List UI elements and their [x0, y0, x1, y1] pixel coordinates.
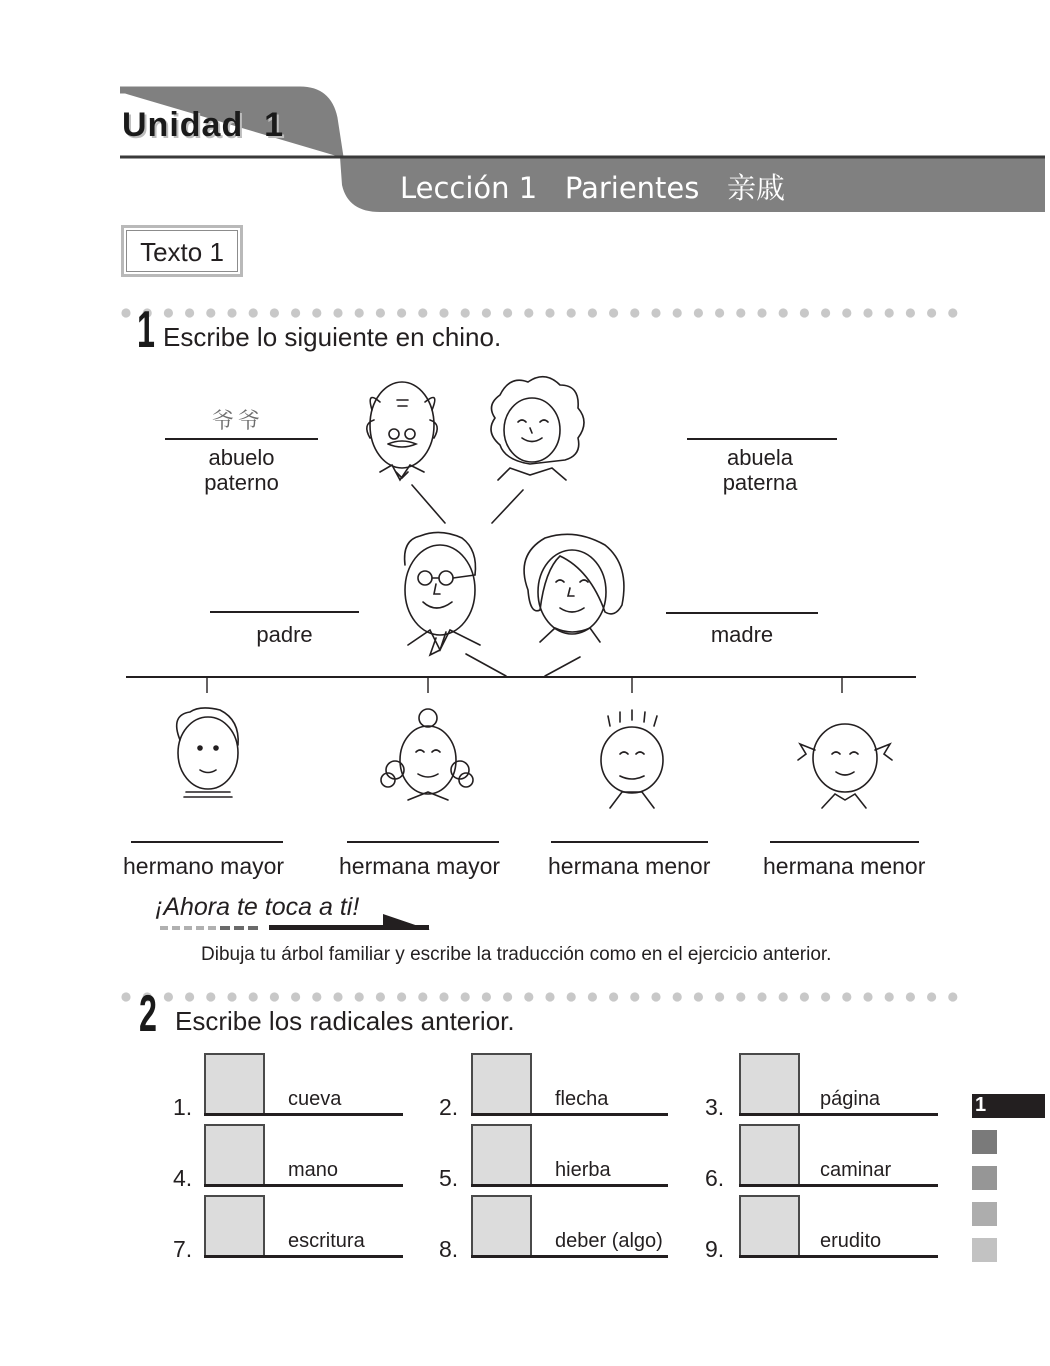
unit-title: Unidad 1	[122, 106, 285, 144]
label-child-3: hermana menor	[548, 853, 711, 879]
child-2-drawing	[381, 709, 473, 800]
divider-dot	[397, 308, 406, 317]
divider-dot	[164, 308, 173, 317]
blank-madre[interactable]	[666, 612, 818, 614]
item-number: 9.	[705, 1236, 725, 1262]
label-child-2: hermana mayor	[339, 853, 501, 879]
divider-dot	[524, 992, 533, 1001]
unit-tab[interactable]	[972, 1130, 997, 1154]
radical-box[interactable]	[739, 1053, 800, 1113]
divider-dot	[694, 992, 703, 1001]
divider-dot	[588, 308, 597, 317]
divider-dot	[121, 308, 130, 317]
divider-dot	[164, 992, 173, 1001]
item-label: escritura	[288, 1230, 365, 1252]
item-line	[739, 1113, 938, 1116]
divider-dot	[418, 992, 427, 1001]
label-abuela-paterna: abuela paterna	[722, 445, 798, 495]
divider-dot	[439, 992, 448, 1001]
radical-box[interactable]	[204, 1124, 265, 1184]
dotted-divider-2	[0, 989, 1050, 1005]
divider-dot	[206, 308, 215, 317]
divider-dot	[503, 308, 512, 317]
divider-dot	[842, 992, 851, 1001]
radical-box[interactable]	[204, 1195, 265, 1255]
divider-dot	[461, 992, 470, 1001]
now-your-turn-text: Dibuja tu árbol familiar y escribe la traducción como en el ejercicio anterior.	[201, 944, 832, 965]
divider-dot	[482, 308, 491, 317]
divider-dot	[800, 308, 809, 317]
divider-dot	[800, 992, 809, 1001]
divider-dot	[821, 992, 830, 1001]
exercise-2-instruction: Escribe los radicales anterior.	[175, 1006, 515, 1036]
item-number: 6.	[705, 1165, 725, 1191]
divider-dot	[863, 308, 872, 317]
divider-dot	[842, 308, 851, 317]
item-line	[471, 1255, 668, 1258]
texto-label: Texto 1	[140, 237, 224, 267]
divider-dot	[885, 992, 894, 1001]
divider-dot	[355, 992, 364, 1001]
divider-dot	[524, 308, 533, 317]
divider-dot	[121, 992, 130, 1001]
exercise-2-number: 2	[139, 985, 157, 1043]
family-tree-illustration	[0, 360, 1050, 830]
unit-tab[interactable]	[972, 1238, 997, 1262]
divider-dot	[291, 992, 300, 1001]
father-drawing	[405, 532, 480, 655]
radical-box[interactable]	[739, 1124, 800, 1184]
divider-dot	[333, 308, 342, 317]
divider-dot	[249, 308, 258, 317]
divider-dot	[567, 992, 576, 1001]
divider-dot	[503, 992, 512, 1001]
divider-dot	[757, 308, 766, 317]
divider-dot	[651, 308, 660, 317]
item-label: deber (algo)	[555, 1230, 663, 1252]
item-number: 7.	[173, 1236, 193, 1262]
unit-tab-active-label: 1	[975, 1094, 987, 1116]
divider-dot	[651, 992, 660, 1001]
divider-dot	[609, 992, 618, 1001]
item-label: erudito	[820, 1230, 882, 1252]
divider-dot	[355, 308, 364, 317]
divider-dot	[312, 308, 321, 317]
divider-dot	[461, 308, 470, 317]
radical-box[interactable]	[471, 1195, 532, 1255]
label-madre: madre	[710, 622, 774, 647]
divider-dot	[906, 992, 915, 1001]
exercise-1-instruction: Escribe lo siguiente en chino.	[163, 322, 502, 352]
divider-dot	[948, 308, 957, 317]
divider-dot	[715, 992, 724, 1001]
exercise-1-number: 1	[137, 301, 155, 359]
divider-dot	[206, 992, 215, 1001]
divider-dot	[779, 992, 788, 1001]
divider-dot	[673, 992, 682, 1001]
now-your-turn-title: ¡Ahora te toca a ti!	[155, 893, 360, 921]
divider-dot	[185, 992, 194, 1001]
item-number: 8.	[439, 1236, 459, 1262]
divider-dot	[482, 992, 491, 1001]
divider-dot	[694, 308, 703, 317]
divider-dot	[312, 992, 321, 1001]
item-line	[204, 1113, 403, 1116]
divider-dot	[333, 992, 342, 1001]
divider-dot	[227, 992, 236, 1001]
divider-dot	[673, 308, 682, 317]
item-line	[471, 1184, 668, 1187]
item-line	[204, 1255, 403, 1258]
divider-dot	[588, 992, 597, 1001]
label-abuelo-paterno: abuelo paterno	[204, 445, 279, 495]
item-line	[204, 1184, 403, 1187]
divider-dot	[779, 308, 788, 317]
item-line	[471, 1113, 668, 1116]
item-line	[739, 1184, 938, 1187]
blank-child-2[interactable]	[347, 841, 499, 843]
blank-child-1[interactable]	[131, 841, 283, 843]
item-label: mano	[288, 1159, 339, 1181]
radical-box[interactable]	[471, 1053, 532, 1113]
divider-dot	[736, 308, 745, 317]
divider-dot	[948, 992, 957, 1001]
mother-drawing	[524, 534, 624, 642]
radical-box[interactable]	[204, 1053, 265, 1113]
item-label: cueva	[288, 1088, 342, 1110]
divider-dot	[927, 308, 936, 317]
divider-dot	[376, 992, 385, 1001]
label-child-1: hermano mayor	[123, 853, 285, 879]
lesson-title: Lección 1 Parientes 亲戚	[400, 171, 786, 205]
divider-dot	[927, 992, 936, 1001]
child-1-drawing	[177, 708, 239, 797]
divider-dot	[545, 308, 554, 317]
item-number: 2.	[439, 1094, 459, 1120]
blank-abuelo[interactable]	[165, 438, 318, 440]
example-answer: 爷爷	[212, 409, 265, 434]
item-number: 4.	[173, 1165, 193, 1191]
divider-dot	[821, 308, 830, 317]
item-number: 5.	[439, 1165, 459, 1191]
item-number: 3.	[705, 1094, 725, 1120]
divider-dot	[397, 992, 406, 1001]
item-label: caminar	[820, 1159, 892, 1181]
divider-dot	[439, 308, 448, 317]
divider-dot	[715, 308, 724, 317]
divider-dot	[906, 308, 915, 317]
divider-dot	[227, 308, 236, 317]
divider-dot	[270, 308, 279, 317]
item-number: 1.	[173, 1094, 193, 1120]
grandfather-drawing	[367, 382, 437, 480]
divider-dot	[630, 992, 639, 1001]
label-child-4: hermana menor	[763, 853, 926, 879]
dotted-divider-1	[0, 305, 1050, 321]
blank-child-4[interactable]	[770, 841, 919, 843]
unit-tab[interactable]	[972, 1166, 997, 1190]
grandmother-drawing	[491, 377, 584, 480]
divider-dot	[630, 308, 639, 317]
radical-box[interactable]	[471, 1124, 532, 1184]
divider-dot	[757, 992, 766, 1001]
divider-dot	[291, 308, 300, 317]
divider-dot	[736, 992, 745, 1001]
divider-dot	[545, 992, 554, 1001]
blank-child-3[interactable]	[551, 841, 708, 843]
label-padre: padre	[256, 622, 313, 647]
now-your-turn-underline	[155, 912, 435, 934]
divider-dot	[376, 308, 385, 317]
divider-dot	[863, 992, 872, 1001]
radical-box[interactable]	[739, 1195, 800, 1255]
divider-dot	[567, 308, 576, 317]
divider-dot	[418, 308, 427, 317]
child-3-drawing	[601, 710, 663, 808]
item-label: hierba	[555, 1159, 611, 1181]
divider-dot	[249, 992, 258, 1001]
unit-tab[interactable]	[972, 1202, 997, 1226]
item-line	[739, 1255, 938, 1258]
child-4-drawing	[798, 724, 892, 808]
item-label: página	[820, 1088, 881, 1110]
blank-abuela[interactable]	[687, 438, 837, 440]
divider-dot	[185, 308, 194, 317]
divider-dot	[609, 308, 618, 317]
blank-padre[interactable]	[210, 611, 359, 613]
divider-dot	[270, 992, 279, 1001]
divider-dot	[885, 308, 894, 317]
item-label: flecha	[555, 1088, 609, 1110]
